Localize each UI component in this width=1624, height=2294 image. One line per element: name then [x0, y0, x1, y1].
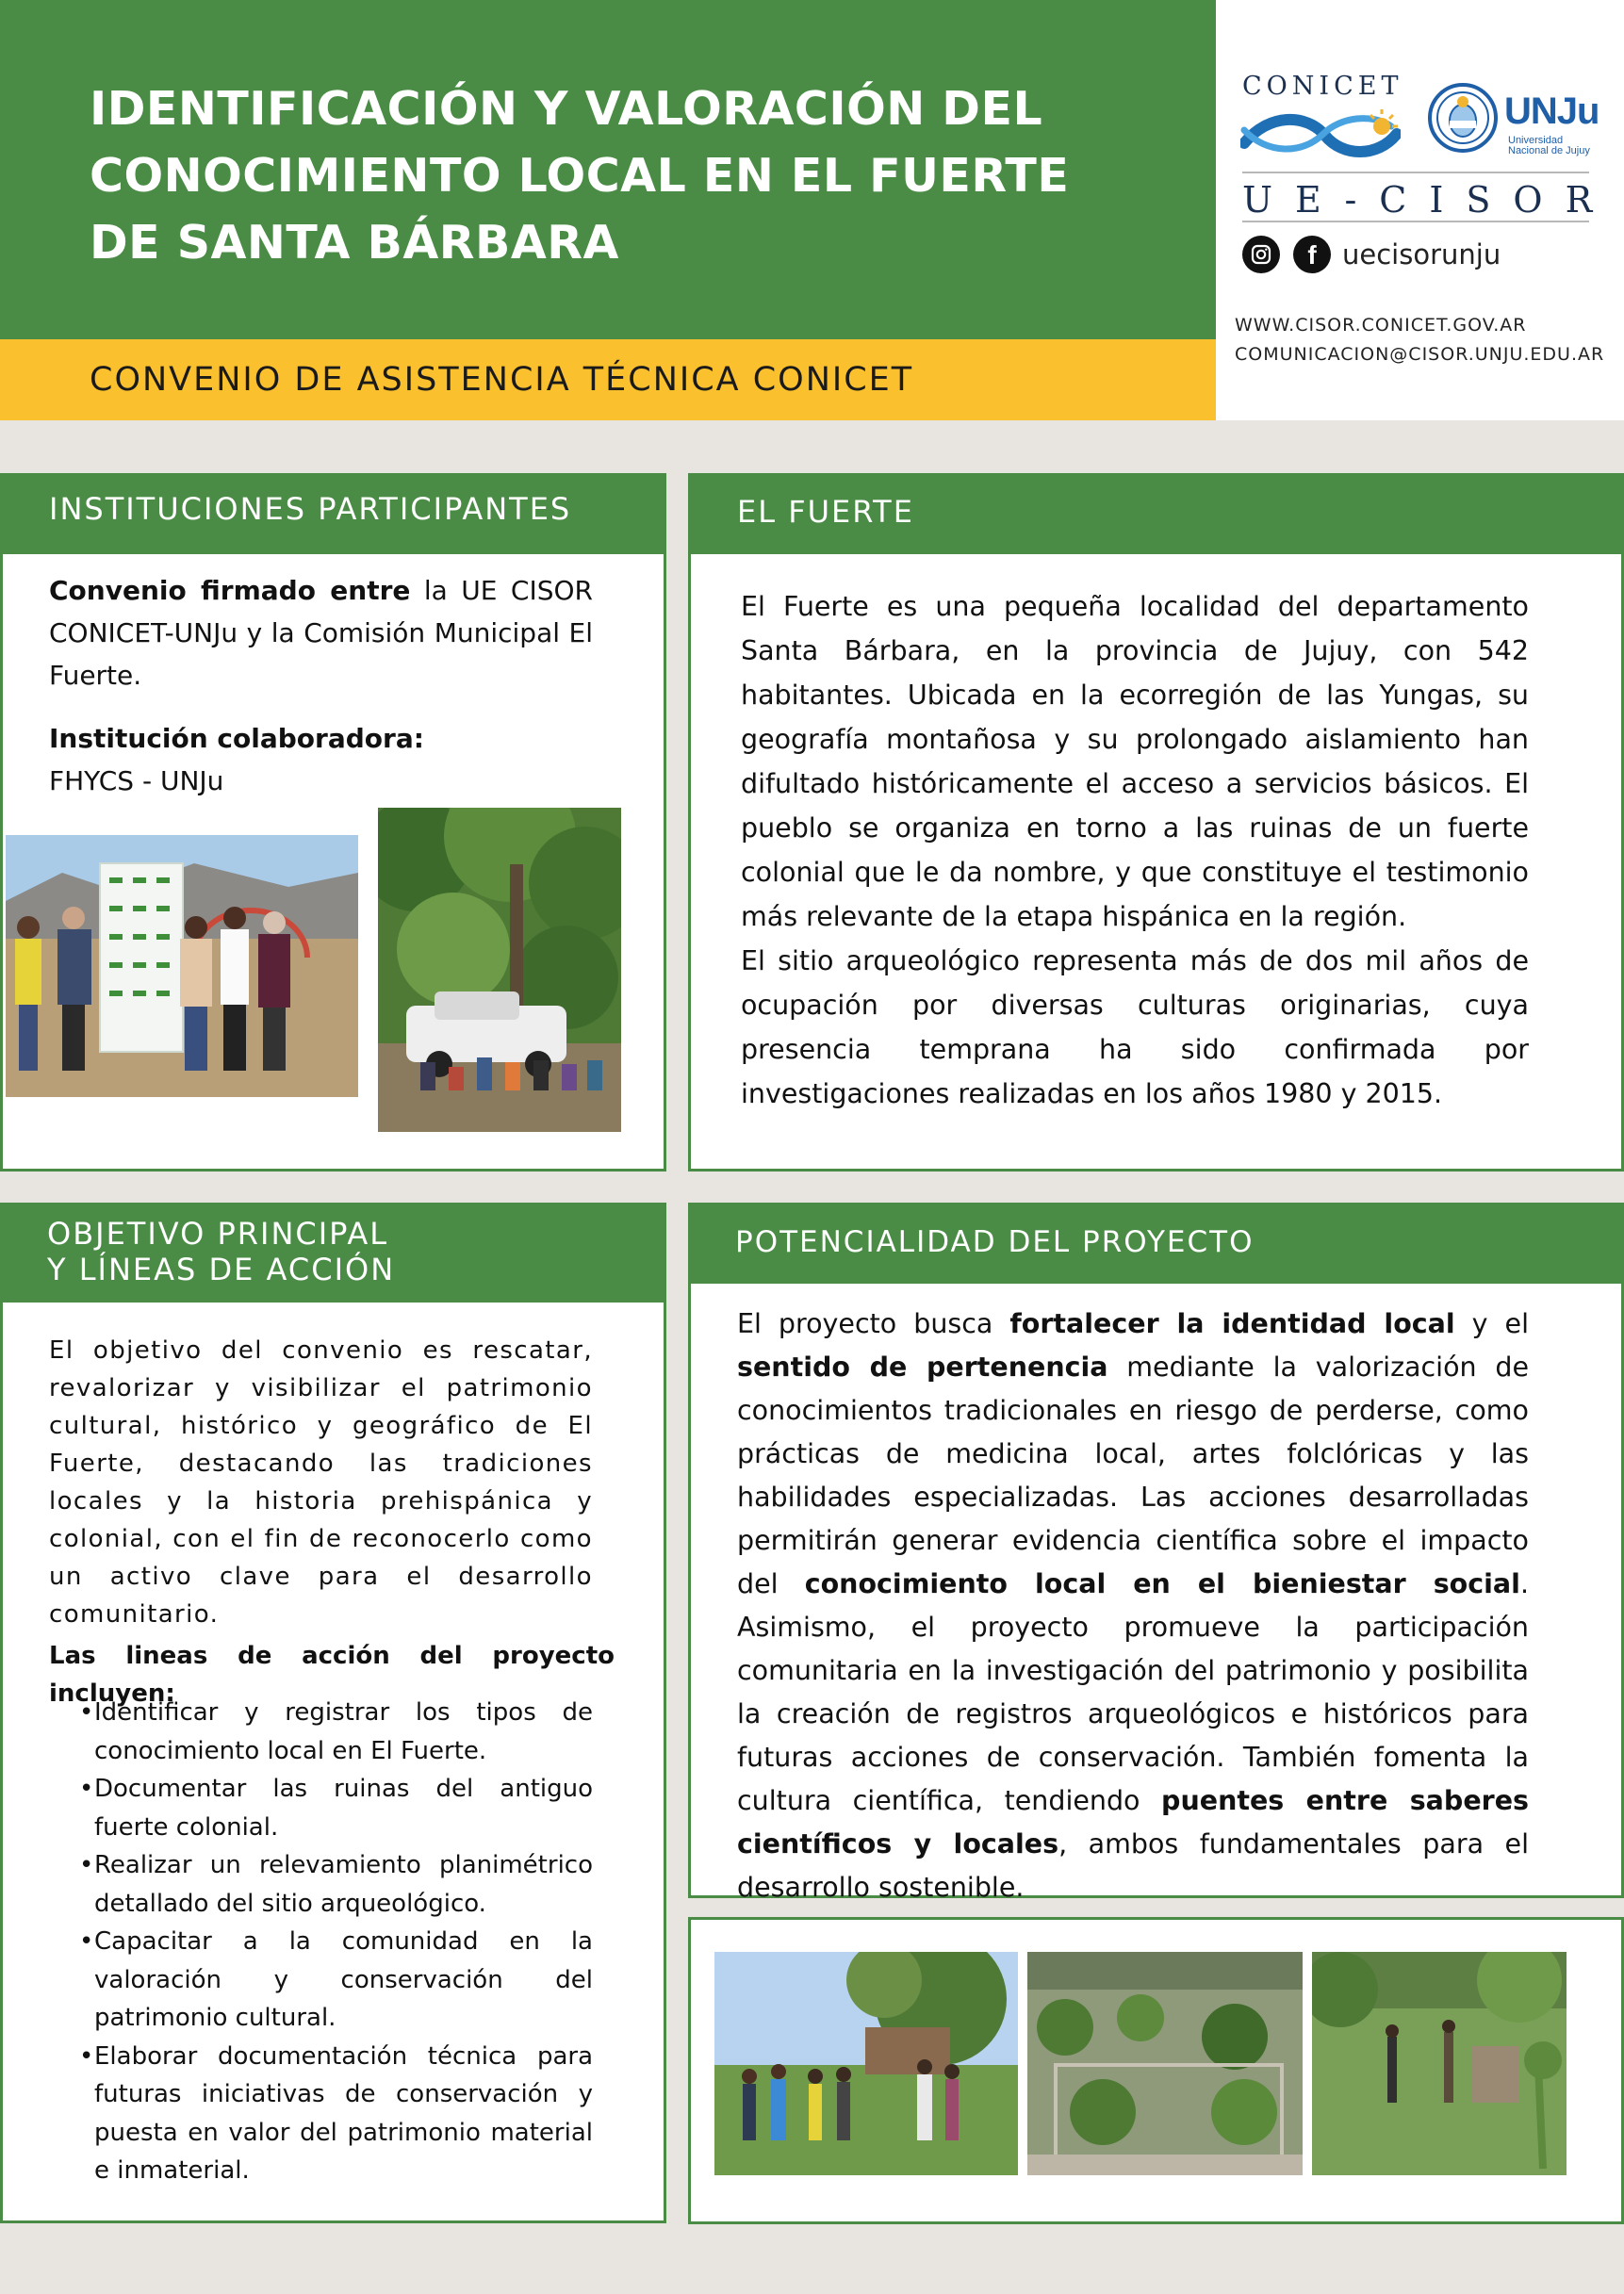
title-line-1: IDENTIFICACIÓN Y VALORACIÓN DEL [90, 82, 1043, 136]
colaboradora-value: FHYCS - UNJu [49, 765, 224, 796]
website-link[interactable]: WWW.CISOR.CONICET.GOV.AR [1235, 315, 1527, 336]
photo-group-banner [6, 835, 358, 1097]
list-item: • Identificar y registrar los tipos de conocimiento local en El Fuerte. [60, 1694, 593, 1770]
colaboradora-label: Institución colaboradora: [49, 723, 424, 754]
email-link[interactable]: COMUNICACION@CISOR.UNJU.EDU.AR [1235, 344, 1605, 365]
conicet-logo-icon [1240, 106, 1401, 164]
objetivo-heading-line-1: OBJETIVO PRINCIPAL [47, 1216, 389, 1252]
instagram-icon[interactable] [1242, 236, 1280, 273]
social-handle[interactable]: uecisorunju [1342, 238, 1501, 270]
potencialidad-text: El proyecto busca fortalecer la identidad local y el sentido de pertenencia mediante la valorización de conocimientos tradicionales en riesgo de perderse, como prácticas de medicina local, artes folclóricas y las habilidades especializadas. Las acciones desarrolladas permitirán generar evidencia científica sobre el impacto del conocimiento local en el bieniestar social. Asimismo, el proyecto promueve la participación comunitaria en la investigación del patrimonio y posibilita la creación de registros arqueológicos e históricos para futuras acciones de conservación. También fomenta la cultura científica, tendiendo puentes entre saberes científicos y locales, ambos fundamentales para el desarrollo sostenible. [737, 1308, 1530, 1903]
list-item: • Capacitar a la comunidad en la valoración y conservación del patrimonio cultural. [60, 1923, 593, 2038]
action-lines-list [60, 1694, 593, 2190]
instituciones-text [49, 569, 593, 802]
conicet-wordmark: CONICET [1242, 72, 1403, 101]
title-line-2: CONOCIMIENTO LOCAL EN EL FUERTE [90, 149, 1070, 203]
fuerte-paragraph-1: El Fuerte es una pequeña localidad del departamento Santa Bárbara, en la provincia de Jujuy, con 542 habitantes. Ubicada en la ecorregión de las Yungas, su geografía montañosa y su prolongado aislamiento han difultado históricamente el acceso a servicios básicos. El pueblo se organiza en torno a las ruinas de un fuerte colonial que le da nombre, y que constituye el testimonio más relevante de la etapa hispánica en la región. [741, 591, 1529, 932]
convenio-paragraph: Convenio firmado entre la UE CISOR CONICET-UNJu y la Comisión Municipal El Fuerte. [49, 575, 593, 691]
unju-subtitle: Universidad Nacional de Jujuy [1508, 135, 1590, 156]
lines-title: Las lineas de acción del proyecto incluyen: [49, 1642, 615, 1708]
objetivo-paragraph: El objetivo del convenio es rescatar, revalorizar y visibilizar el patrimonio cultural, histórico y geográfico de El Fuerte, destacando las tradiciones locales y la historia prehispánica y colonial, con el fin de reconocerlo como un activo clave para el desarrollo comunitario. [49, 1336, 593, 1629]
objetivo-heading-line-2: Y LÍNEAS DE ACCIÓN [47, 1252, 396, 1287]
photo-ruins-aerial [1027, 1952, 1303, 2175]
logo-divider-bottom [1242, 221, 1589, 222]
potencialidad-heading: POTENCIALIDAD DEL PROYECTO [688, 1203, 1624, 1284]
list-item: • Realizar un relevamiento planimétrico detallado del sitio arqueológico. [60, 1846, 593, 1923]
fuerte-text [741, 584, 1529, 1116]
facebook-icon[interactable]: f [1293, 236, 1331, 273]
ue-cisor-wordmark: UE-CISOR [1242, 179, 1616, 221]
objetivo-heading [0, 1203, 666, 1303]
page-subtitle: CONVENIO DE ASISTENCIA TÉCNICA CONICET [90, 361, 914, 399]
fuerte-heading: EL FUERTE [688, 473, 1624, 554]
instituciones-heading: INSTITUCIONES PARTICIPANTES [0, 473, 666, 554]
fuerte-paragraph-2: El sitio arqueológico representa más de dos mil años de ocupación por diversas culturas originarias, cuya presencia temprana ha sido confirmada por investigaciones realizadas en los años 1980 y 2015. [741, 945, 1529, 1109]
photo-ruins-vegetation [1312, 1952, 1567, 2175]
unju-seal-icon [1427, 75, 1499, 160]
photo-truck-trees [378, 808, 621, 1132]
photo-team-field [714, 1952, 1018, 2175]
logo-divider-top [1242, 172, 1589, 173]
unju-wordmark: UNJu [1504, 90, 1599, 132]
page-title [90, 75, 1173, 276]
list-item: • Documentar las ruinas del antiguo fuerte colonial. [60, 1770, 593, 1846]
title-line-3: DE SANTA BÁRBARA [90, 216, 619, 270]
list-item: • Elaborar documentación técnica para futuras iniciativas de conservación y puesta en valor del patrimonio material e inmaterial. [60, 2038, 593, 2190]
